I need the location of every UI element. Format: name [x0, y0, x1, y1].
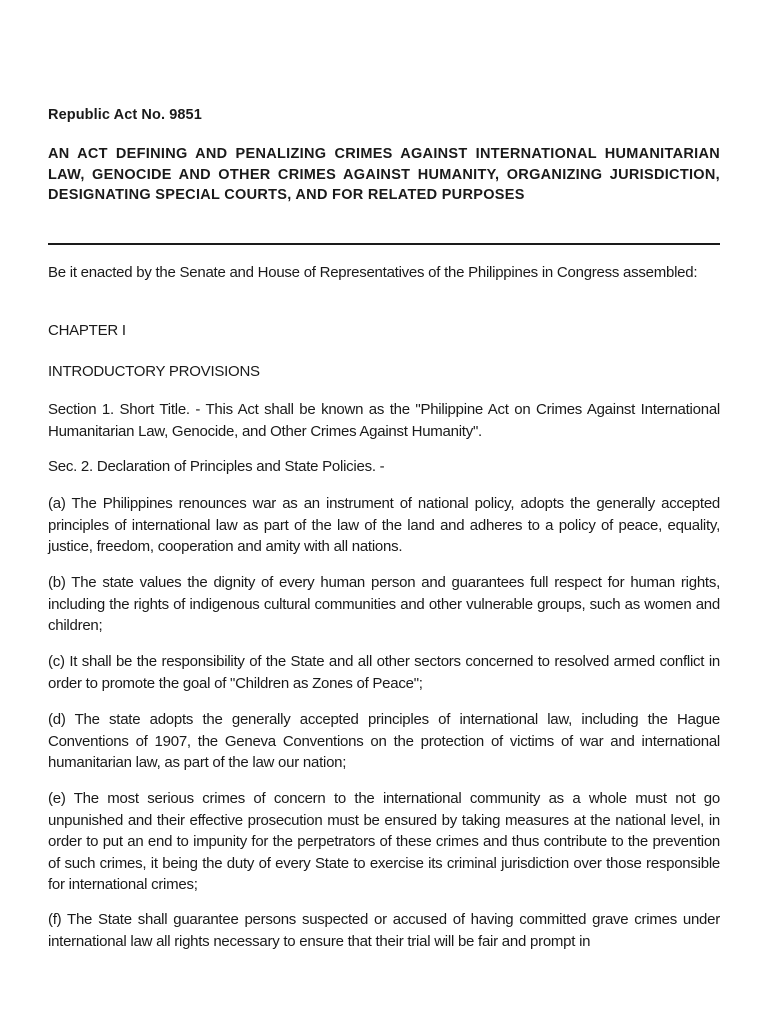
act-number: Republic Act No. 9851: [48, 107, 202, 123]
clause-b: (b) The state values the dignity of every human person and guarantees full respect for human rights, including the rights of indigenous cultural communities and other vulnerable groups, such as women and children;: [48, 574, 720, 634]
title-divider: [48, 243, 720, 245]
act-title: AN ACT DEFINING AND PENALIZING CRIMES AGAINST INTERNATIONAL HUMANITARIAN LAW, GENOCIDE AND OTHER CRIMES AGAINST HUMANITY, ORGANIZING JURISDICTION, DESIGNATING SPECIAL COURTS, AND FOR RELATED PURPOSES: [48, 146, 720, 203]
clause-a: (a) The Philippines renounces war as an instrument of national policy, adopts the generally accepted principles of international law as part of the law of the land and adheres to a policy of peace, equality, justice, freedom, cooperation and amity with all nations.: [48, 495, 720, 555]
section-2-heading: Sec. 2. Declaration of Principles and State Policies. -: [48, 458, 385, 475]
clause-e: (e) The most serious crimes of concern to the international community as a whole must not go unpunished and their effective prosecution must be ensured by taking measures at the national level, in order to put an end to impunity for the perpetrators of these crimes and thus contribute to the prevention of such crimes, it being the duty of every State to exercise its criminal jurisdiction over those responsible for international crimes;: [48, 790, 720, 893]
clause-c: (c) It shall be the responsibility of the State and all other sectors concerned to resolved armed conflict in order to promote the goal of "Children as Zones of Peace";: [48, 653, 720, 692]
clause-f: (f) The State shall guarantee persons suspected or accused of having committed grave crimes under international law all rights necessary to ensure that their trial will be fair and prompt in: [48, 911, 720, 950]
enacting-clause: Be it enacted by the Senate and House of Representatives of the Philippines in Congress assembled:: [48, 264, 698, 281]
chapter-heading: CHAPTER I: [48, 322, 126, 339]
section-1: Section 1. Short Title. - This Act shall be known as the "Philippine Act on Crimes Against International Humanitarian Law, Genocide, and Other Crimes Against Humanity".: [48, 401, 720, 440]
clause-d: (d) The state adopts the generally accepted principles of international law, including the Hague Conventions of 1907, the Geneva Conventions on the protection of victims of war and international humanitarian law, as part of the law our nation;: [48, 711, 720, 771]
chapter-title: INTRODUCTORY PROVISIONS: [48, 363, 260, 380]
